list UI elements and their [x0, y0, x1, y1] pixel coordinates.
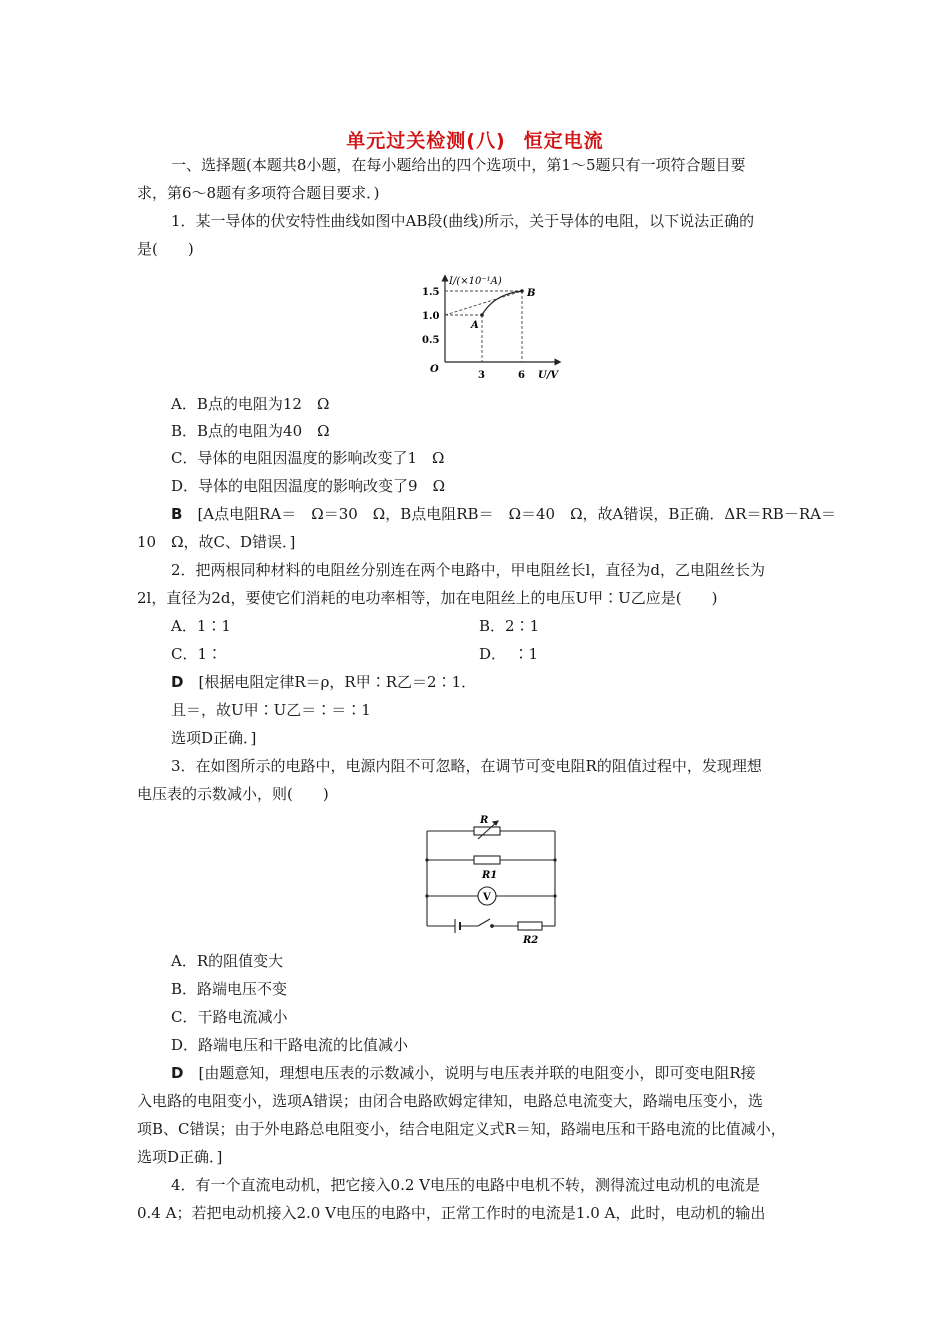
q2-option-b: B．2∶1: [479, 617, 540, 635]
q3-explanation-line-2: 入电路的电阻变小，选项A错误；由闭合电路欧姆定律知，电路总电流变大，路端电压变小，选: [137, 1092, 763, 1110]
q2-option-c: C．1∶: [171, 645, 223, 663]
q3-stem-line-2: 电压表的示数减小，则( ): [137, 785, 329, 803]
q1-answer: B: [171, 505, 183, 523]
q2-explanation-line-1: [171, 673, 476, 691]
q2-explanation-line-3: 选项D正确．]: [171, 729, 257, 747]
ab-curve: [482, 291, 522, 315]
q4-stem-line-1: 4．有一个直流电动机，把它接入0.2 V电压的电路中电机不转，测得流过电动机的电流是: [171, 1176, 761, 1194]
q3-option-d: D．路端电压和干路电流的比值减小: [171, 1036, 409, 1054]
q1-explain-text-1: [A点电阻RA＝ Ω＝30 Ω，B点电阻RB＝ Ω＝40 Ω，故A错误，B正确．ΔR＝RB－RA＝: [197, 505, 836, 523]
label-voltmeter: V: [483, 892, 491, 903]
q1-stem-line-2: 是( ): [137, 240, 194, 258]
q1-option-a: A．B点的电阻为12 Ω: [171, 395, 330, 413]
label-r2: R2: [523, 935, 539, 946]
q2-stem-line-2: 2l，直径为2d，要使它们消耗的电功率相等，加在电阻丝上的电压U甲∶U乙应是( ): [137, 589, 718, 607]
origin-label: O: [430, 364, 439, 375]
y-tick-1-5: 1.5: [422, 287, 440, 298]
x-tick-3: 3: [478, 370, 485, 381]
q3-explanation-line-4: 选项D正确．]: [137, 1148, 223, 1166]
x-tick-6: 6: [518, 370, 525, 381]
point-a-dot: [480, 313, 484, 317]
q3-option-a: A．R的阻值变大: [171, 952, 284, 970]
q1-option-d: D．导体的电阻因温度的影响改变了9 Ω: [171, 477, 446, 495]
page-title: [0, 126, 950, 153]
circuit-diagram: [422, 812, 562, 947]
q3-option-b: B．路端电压不变: [171, 980, 288, 998]
q3-explanation-line-3: 项B、C错误；由于外电路总电阻变小，结合电阻定义式R＝知，路端电压和干路电流的比值减小，: [137, 1120, 786, 1138]
q3-explanation-line-1: [171, 1064, 756, 1082]
y-tick-1-0: 1.0: [422, 311, 440, 322]
q2-option-a: A．1∶1: [171, 617, 231, 635]
q2-option-d: D． ∶1: [479, 645, 539, 663]
q3-stem-line-1: 3．在如图所示的电路中，电源内阻不可忽略，在调节可变电阻R的阻值过程中，发现理想: [171, 757, 762, 775]
intro-line-1: 一、选择题(本题共8小题，在每小题给出的四个选项中，第1～5题只有一项符合题目要: [171, 156, 746, 174]
point-b-dot: [520, 289, 524, 293]
q1-option-b: B．B点的电阻为40 Ω: [171, 422, 330, 440]
q2-answer: D: [171, 673, 184, 691]
q1-explanation-line-2: 10 Ω，故C、D错误．]: [137, 533, 296, 551]
q3-answer: D: [171, 1064, 184, 1082]
resistor-r2: [518, 922, 542, 930]
q3-explain-text-1: [由题意知，理想电压表的示数减小，说明与电压表并联的电阻变小，即可变电阻R接: [198, 1064, 756, 1082]
q3-option-c: C．干路电流减小: [171, 1008, 288, 1026]
q1-explanation-line-1: [171, 505, 836, 523]
label-r: R: [480, 815, 489, 826]
title-main: 单元过关检测(八): [346, 130, 506, 152]
q2-explain-text-1: [根据电阻定律R＝ρ，R甲∶R乙＝2∶1．: [198, 673, 477, 691]
point-a-label: A: [471, 320, 479, 331]
y-tick-0-5: 0.5: [422, 335, 440, 346]
q4-stem-line-2: 0.4 A；若把电动机接入2.0 V电压的电路中，正常工作时的电流是1.0 A，此时，电动机的输出: [137, 1204, 766, 1222]
q1-option-c: C．导体的电阻因温度的影响改变了1 Ω: [171, 449, 445, 467]
q2-explanation-line-2: 且＝，故U甲∶U乙＝∶＝∶1: [171, 701, 371, 719]
x-axis-label: U/V: [538, 370, 559, 381]
point-b-label: B: [527, 288, 536, 299]
label-r1: R1: [482, 870, 498, 881]
q1-stem-line-1: 1．某一导体的伏安特性曲线如图中AB段(曲线)所示，关于导体的电阻，以下说法正确的: [171, 212, 755, 230]
resistor-r1: [474, 856, 500, 864]
switch-lever: [478, 919, 490, 926]
y-axis-label: I/(×10⁻¹A): [449, 276, 502, 287]
iv-characteristic-graph: [418, 270, 568, 385]
title-sub: 恒定电流: [523, 130, 604, 152]
q2-stem-line-1: 2．把两根同种材料的电阻丝分别连在两个电路中，甲电阻丝长l，直径为d，乙电阻丝长为: [171, 561, 765, 579]
intro-line-2: 求，第6～8题有多项符合题目要求．): [137, 184, 380, 202]
